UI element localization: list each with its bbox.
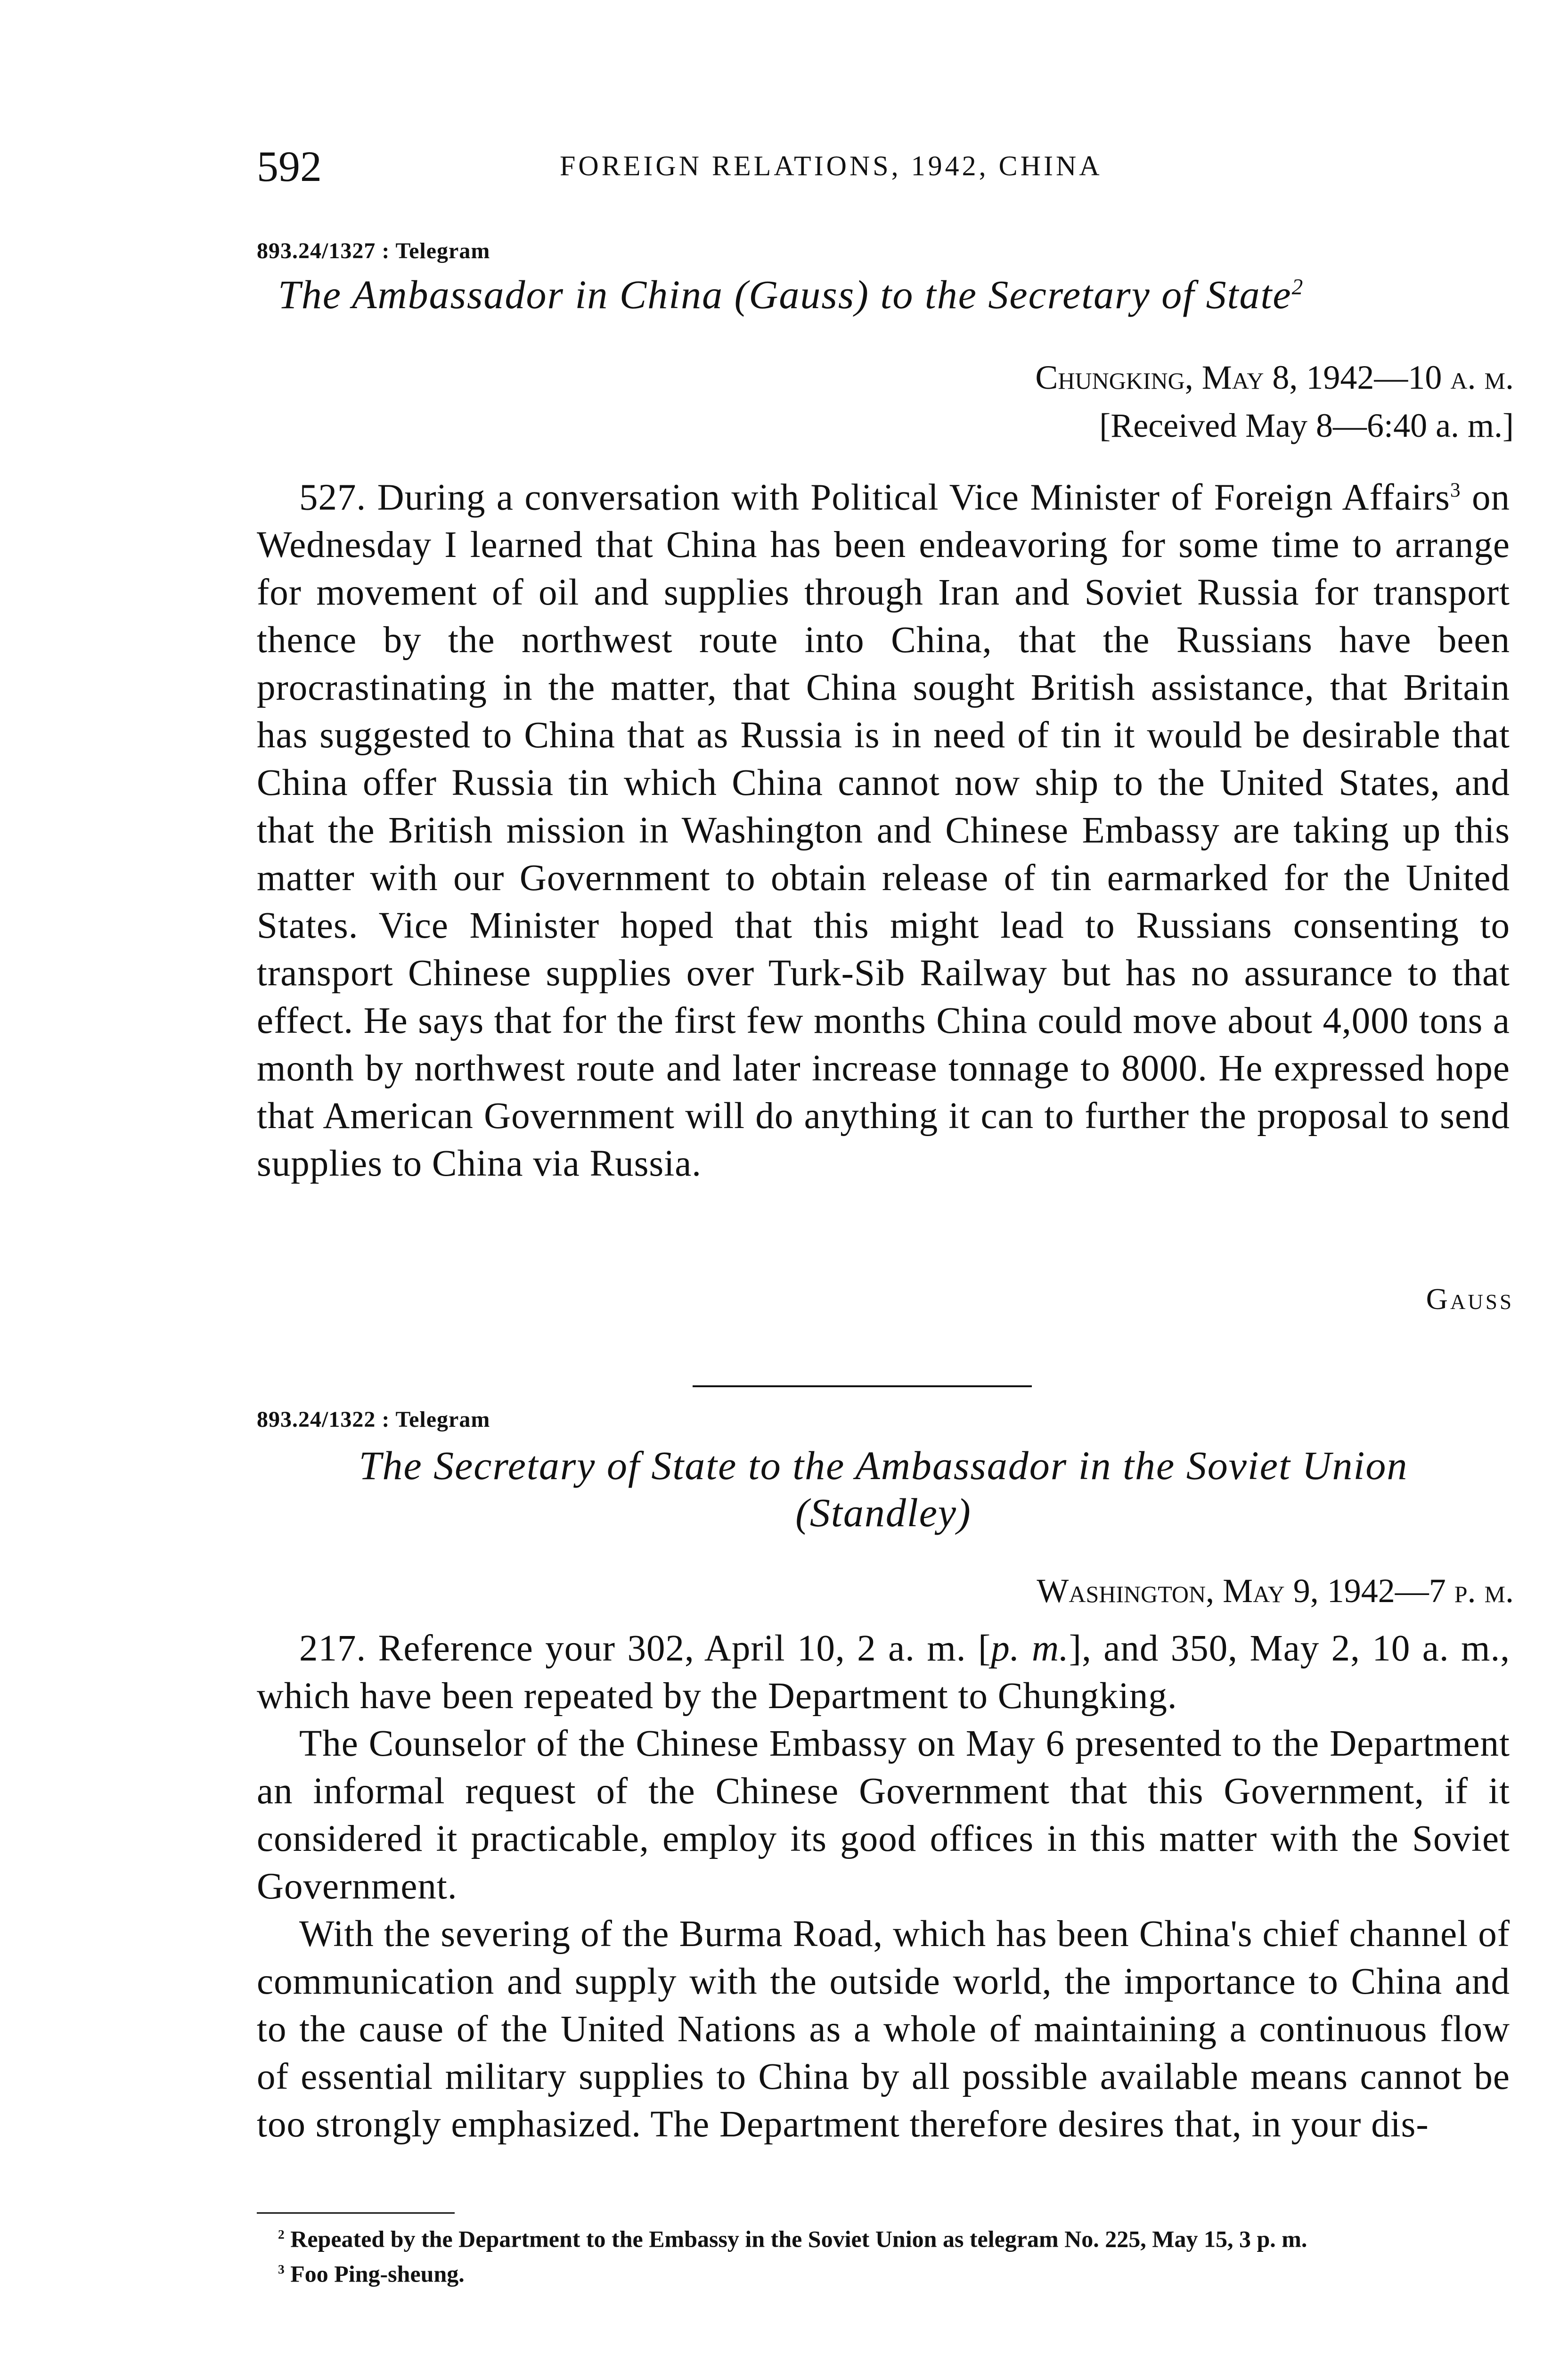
doc2-para1-text-a: 217. Reference your 302, April 10, 2 a. m. [ [299, 1628, 991, 1669]
doc2-paragraph-2: The Counselor of the Chinese Embassy on May 6 presented to the Department an informal request of the Chinese Government that this Government, if it considered it practicable, employ its good offices in this matter with the Soviet Government. [257, 1723, 1510, 1907]
doc1-title-text: The Ambassador in China (Gauss) to the Secretary of State [278, 272, 1292, 317]
doc2-body [257, 1625, 1510, 2148]
doc1-body [257, 466, 1510, 1187]
doc2-file-id: 893.24/1322 : Telegram [257, 1407, 490, 1432]
doc1-footnote-ref: 3 [1450, 479, 1461, 501]
doc1-signature: Gauss [1426, 1282, 1514, 1316]
doc1-para-text-b: on Wednesday I learned that China has been endeavoring for some time to arrange for movement of oil and supplies through Iran and Soviet Russia for transport thence by the northwest route into China, that the Russians have been procrastinating in the matter, that China sought British assistance, that Britain has suggested to China that as Russia is in need of tin it would be desirable that China offer Russia tin which China cannot now ship to the United States, and that the British mission in Washington and Chinese Embassy are taking up this matter with our Government to obtain release of tin earmarked for the United States. Vice Minister hoped that this might lead to Russians consenting to transport Chinese supplies over Turk-Sib Railway but has no assurance to that effect. He says that for the first few months China could move about 4,000 tons a month by northwest route and later increase tonnage to 8000. He expressed hope that American Government will do anything it can to further the proposal to send supplies to China via Russia. [257, 477, 1510, 1185]
doc2-para1-text-b: ], and 350, May 2, 10 a. m., which have been repeated by the Department to Chungking. [257, 1628, 1510, 1717]
doc2-para1-italic: p. m. [991, 1628, 1069, 1669]
doc2-title-line1: The Secretary of State to the Ambassador in the Soviet Union [359, 1443, 1408, 1488]
footnote-3 [257, 2254, 1510, 2289]
section-divider [693, 1385, 1032, 1387]
doc2-dateline: Washington, May 9, 1942—7 p. m. [1037, 1572, 1514, 1610]
doc1-title [278, 271, 1304, 318]
doc1-title-footnote-ref: 2 [1291, 275, 1304, 300]
running-title: FOREIGN RELATIONS, 1942, CHINA [560, 150, 1102, 181]
footnote-2 [257, 2219, 1510, 2254]
doc1-file-id: 893.24/1327 : Telegram [257, 238, 490, 263]
footnote-2-mark: 2 [278, 2227, 285, 2241]
doc1-paragraph [257, 466, 1510, 1187]
doc2-paragraph-3: With the severing of the Burma Road, which has been China's chief channel of communication and supply with the outside world, the importance to China and to the cause of the United Nations as a whole of maintaining a continuous flow of essential military supplies to China by all possible available means cannot be too strongly emphasized. The Department therefore desires that, in your dis- [257, 1914, 1510, 2145]
footnote-3-text: Foo Ping-sheung. [290, 2260, 465, 2287]
footnotes [257, 2219, 1510, 2289]
doc1-dateline: Chungking, May 8, 1942—10 a. m. [1035, 359, 1514, 396]
doc2-title-line2: (Standley) [795, 1490, 972, 1535]
page-number: 592 [257, 142, 322, 190]
doc2-paragraph-1 [257, 1625, 1510, 1720]
doc1-para-text-a: 527. During a conversation with Political Vice Minister of Foreign Affairs [299, 477, 1450, 518]
footnote-rule [257, 2212, 455, 2214]
footnote-2-text: Repeated by the Department to the Embassy in the Soviet Union as telegram No. 225, May 15, 3 p. m. [290, 2225, 1307, 2252]
footnote-3-mark: 3 [278, 2261, 285, 2276]
doc1-received: [Received May 8—6:40 a. m.] [1099, 407, 1514, 444]
